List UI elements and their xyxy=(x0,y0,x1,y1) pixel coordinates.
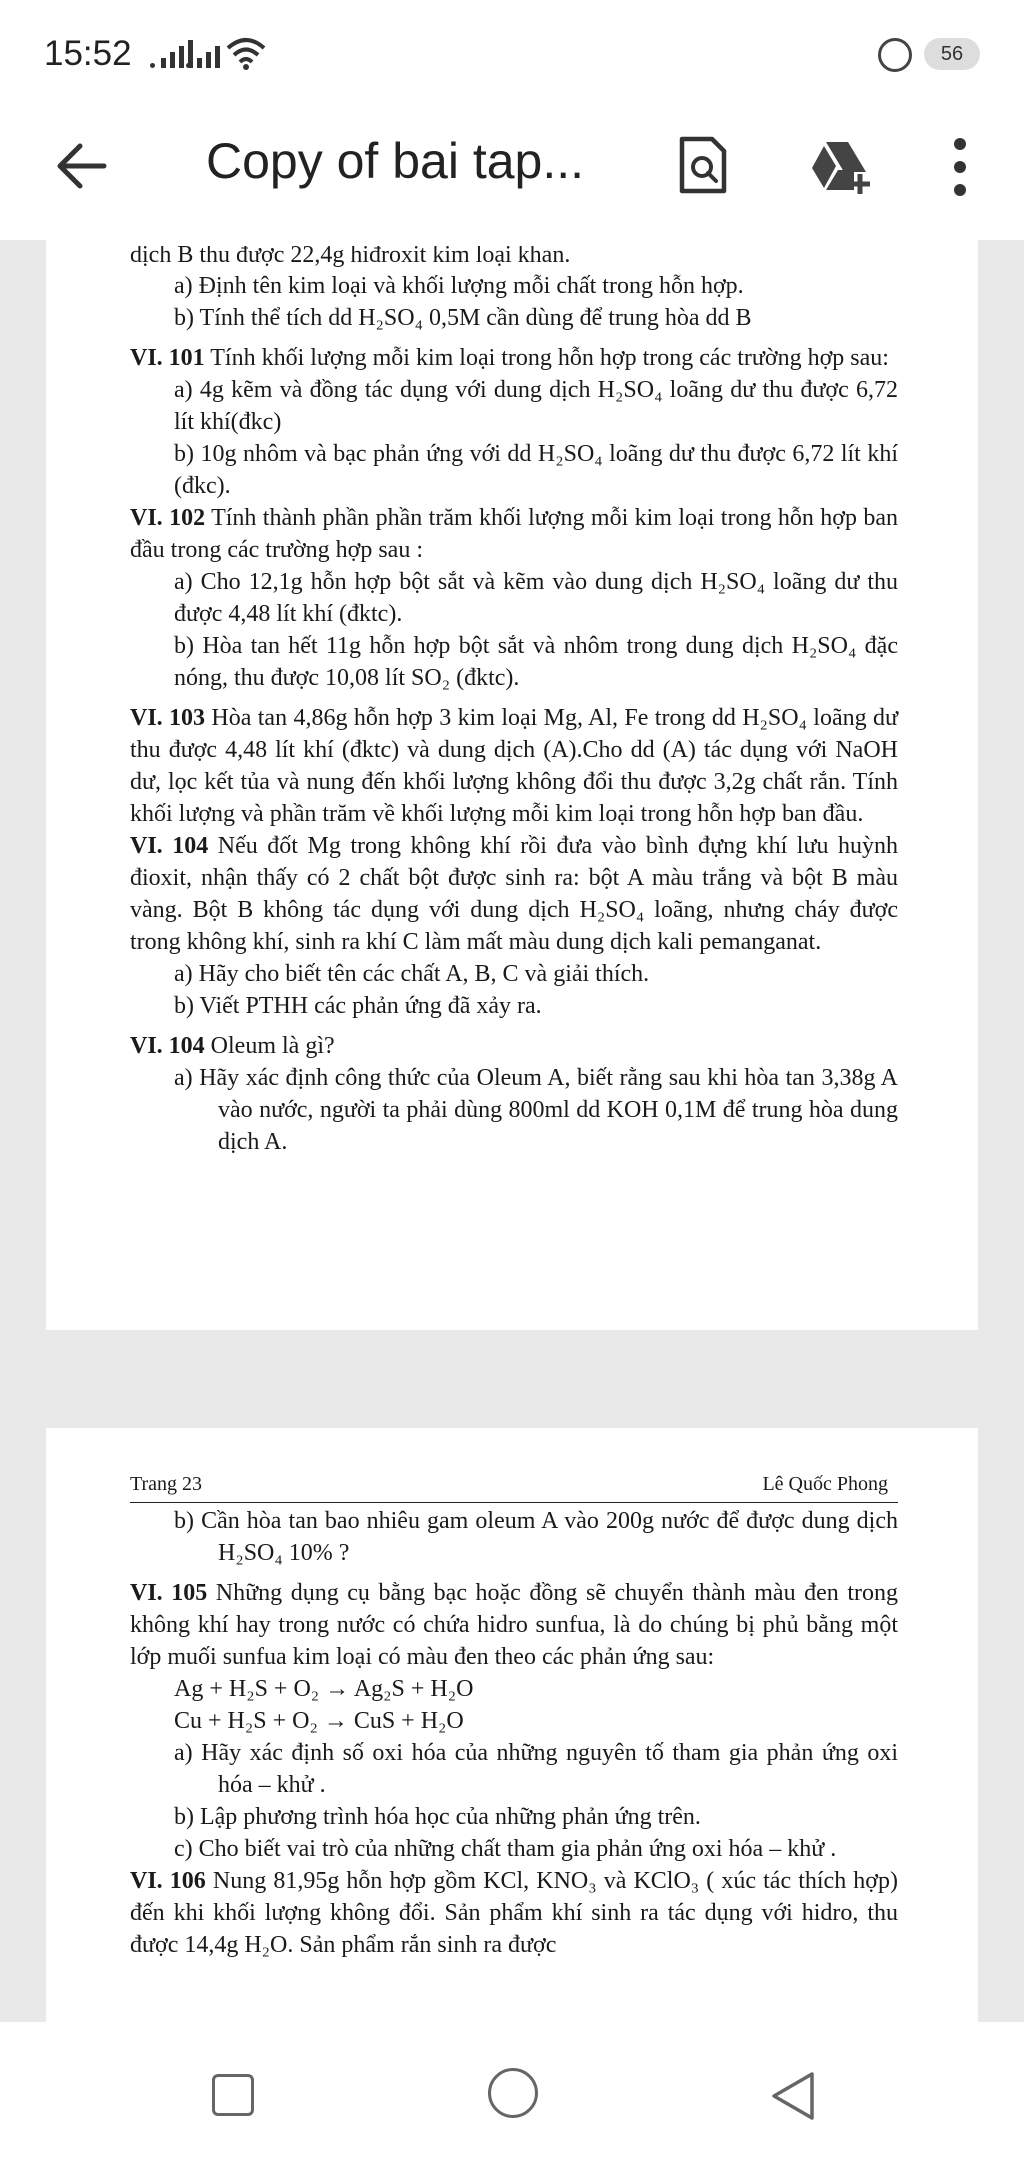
document-title: Copy of bai tap... xyxy=(206,133,585,189)
home-button[interactable] xyxy=(488,2068,538,2118)
question-text: Tính thành phần phần trăm khối lượng mỗi kim loại trong hỗn hợp ban đầu trong các trường hợp sau : xyxy=(130,505,899,563)
find-in-document-icon[interactable] xyxy=(678,135,728,195)
item-b: b) Tính thể tích dd H₂SO₄ 0,5M cần dùng để trung hòa dd B xyxy=(174,305,752,331)
page-header xyxy=(130,1468,898,1503)
item-b: b) Lập phương trình hóa học của những phản ứng trên. xyxy=(174,1804,701,1830)
page-content xyxy=(130,246,898,1158)
item-a: a) Hãy xác định số oxi hóa của những nguyên tố tham gia phản ứng oxi hóa – khử . xyxy=(174,1740,898,1798)
question-number: VI. 104 xyxy=(130,1033,205,1059)
question-104-oleum xyxy=(130,1030,898,1062)
back-arrow-icon[interactable] xyxy=(54,138,110,194)
item-b: b) Cần hòa tan bao nhiêu gam oleum A vào 200g nước để được dung dịch H₂SO₄ 10% ? xyxy=(174,1508,898,1566)
more-options-icon[interactable] xyxy=(948,134,972,200)
question-number: VI. 106 xyxy=(130,1868,206,1894)
page-author: Lê Quốc Phong xyxy=(762,1473,888,1495)
item-a: a) Hãy xác định công thức của Oleum A, biết rằng sau khi hòa tan 3,38g A vào nước, người ta phải dùng 800ml dd KOH 0,1M để trung hòa dung dịch A. xyxy=(174,1065,898,1155)
recents-button[interactable] xyxy=(212,2074,254,2116)
app-bar xyxy=(0,110,1024,240)
question-number: VI. 102 xyxy=(130,505,206,531)
status-bar xyxy=(0,0,1024,110)
question-number: VI. 104 xyxy=(130,833,209,859)
cut-line: dịch B thu được 22,4g hiđroxit kim loại khan. xyxy=(130,246,571,268)
nav-back-button[interactable] xyxy=(770,2070,816,2122)
question-text: Oleum là gì? xyxy=(204,1033,335,1059)
question-text: Nung 81,95g hỗn hợp gồm KCl, KNO₃ và KClO₃ ( xúc tác thích hợp) đến khi khối lượng không đổi. Sản phẩm khí sinh ra tác dụng với hidro, thu được 14,4g H₂O. Sản phẩm rắn sinh ra được xyxy=(130,1868,898,1958)
item-a: a) Định tên kim loại và khối lượng mỗi chất trong hỗn hợp. xyxy=(174,273,744,299)
page-number: Trang 23 xyxy=(130,1473,203,1495)
question-number: VI. 105 xyxy=(130,1580,208,1606)
question-text: Nếu đốt Mg trong không khí rồi đưa vào bình đựng khí lưu huỳnh đioxit, nhận thấy có 2 chất bột được sinh ra: bột A màu trắng và bột B màu vàng. Bột B không tác dụng với dung dịch H₂SO₄ loãng, nhưng cháy được trong không khí, sinh ra khí C làm mất màu dung dịch kali pemanganat. xyxy=(130,833,899,955)
item-b: b) Hòa tan hết 11g hỗn hợp bột sắt và nhôm trong dung dịch H₂SO₄ đặc nóng, thu được 10,08 lít SO₂ (đktc). xyxy=(174,633,898,691)
question-106 xyxy=(130,1865,898,1961)
navigation-bar xyxy=(0,2022,1024,2162)
sync-icon xyxy=(878,38,912,72)
question-104 xyxy=(130,830,898,958)
document-page xyxy=(46,240,978,1330)
question-text: Hòa tan 4,86g hỗn hợp 3 kim loại Mg, Al, Fe trong dd H₂SO₄ loãng dư thu được 4,48 lít khí (đktc) và dung dịch (A).Cho dd (A) tác dụng với NaOH dư, lọc kết tủa và nung đến khối lượng không đổi thu được 3,2g chất rắn. Tính khối lượng và phần trăm về khối lượng mỗi kim loại trong hỗn hợp ban đầu. xyxy=(130,705,898,827)
item-a: a) Hãy cho biết tên các chất A, B, C và giải thích. xyxy=(174,961,650,987)
question-text: Tính khối lượng mỗi kim loại trong hỗn hợp trong các trường hợp sau: xyxy=(204,345,889,371)
question-103 xyxy=(130,702,898,830)
item-a: a) 4g kẽm và đồng tác dụng với dung dịch H₂SO₄ loãng dư thu được 6,72 lít khí(đkc) xyxy=(174,377,898,435)
equation: Cu + H₂S + O₂ → CuS + H₂O xyxy=(174,1708,464,1734)
add-to-drive-icon[interactable] xyxy=(808,138,874,194)
document-page xyxy=(46,1428,978,2022)
page-content xyxy=(130,1468,898,1961)
item-b: b) Viết PTHH các phản ứng đã xảy ra. xyxy=(174,993,542,1019)
item-c: c) Cho biết vai trò của những chất tham gia phản ứng oxi hóa – khử . xyxy=(174,1836,837,1862)
question-102 xyxy=(130,502,898,566)
question-105 xyxy=(130,1577,898,1673)
equation: Ag + H₂S + O₂ → Ag₂S + H₂O xyxy=(174,1676,474,1702)
item-a: a) Cho 12,1g hỗn hợp bột sắt và kẽm vào dung dịch H₂SO₄ loãng dư thu được 4,48 lít khí (đktc). xyxy=(174,569,898,627)
battery-icon: 56 xyxy=(924,38,980,70)
signal-icon-2 xyxy=(186,40,220,68)
question-number: VI. 103 xyxy=(130,705,206,731)
question-number: VI. 101 xyxy=(130,345,205,371)
status-time: 15:52 xyxy=(44,34,132,73)
item-b: b) 10g nhôm và bạc phản ứng với dd H₂SO₄ loãng dư thu được 6,72 lít khí (đkc). xyxy=(174,441,898,499)
question-text: Những dụng cụ bằng bạc hoặc đồng sẽ chuyển thành màu đen trong không khí hay trong nước có chứa hidro sunfua, là do chúng bị phủ bằng một lớp muối sunfua kim loại có màu đen theo các phản ứng sau: xyxy=(130,1580,898,1670)
document-viewer[interactable] xyxy=(0,240,1024,2022)
wifi-icon xyxy=(226,36,266,70)
question-101 xyxy=(130,342,898,374)
